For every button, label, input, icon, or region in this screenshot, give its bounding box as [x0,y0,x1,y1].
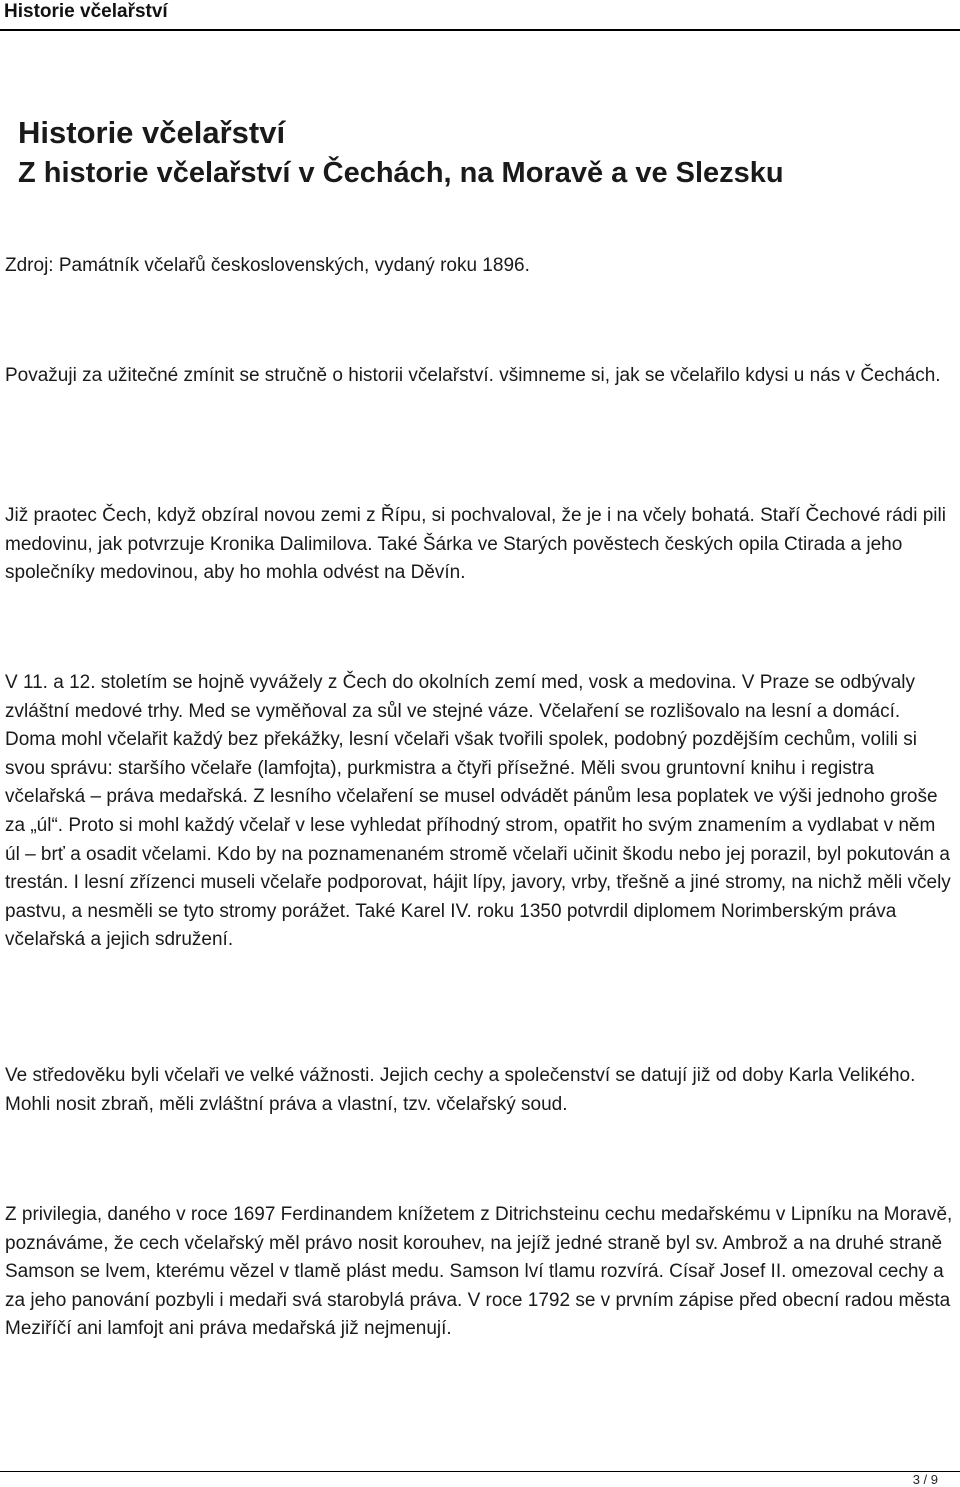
document-subtitle: Z historie včelařství v Čechách, na Moravě a ve Slezsku [18,157,784,189]
running-header-title: Historie včelařství [4,1,168,22]
footer-divider [0,1471,960,1472]
document-title: Historie včelařství [18,115,286,150]
page-number: 3 / 9 [912,1472,938,1487]
source-paragraph: Zdroj: Památník včelařů československých, vydaný roku 1896. [5,255,530,276]
intro-paragraph: Považuji za užitečné zmínit se stručně o historii včelařství. všimneme si, jak se včelařilo kdysi u nás v Čechách. [5,365,941,386]
header-divider [0,29,960,31]
praotec-cech-paragraph: Již praotec Čech, když obzíral novou zemi z Řípu, si pochvaloval, že je i na včely bohatá. Staří Čechové rádi pili medovinu, jak potvrzuje Kronika Dalimilova. Také Šárka ve Starých pověstech českých opila Ctirada a jeho společníky medovinou, aby ho mohla odvést na Děvín. [5,505,946,584]
privilege-paragraph: Z privilegia, daného v roce 1697 Ferdinandem knížetem z Ditrichsteinu cechu medařskému v Lipníku na Moravě, poznáváme, že cech včelařský měl právo nosit korouhev, na jejíž jedné straně byl sv. Ambrož a na druhé straně Samson se lvem, kterému vězel v tlamě plást medu. Samson lví tlamu rozvírá. Císař Josef II. omezoval cechy a za jeho panování pozbyli i medaři svá starobylá práva. V roce 1792 se v prvním zápise před obecní radou města Meziříčí ani lamfojt ani práva medařská již nejmenují. [5,1204,953,1340]
medieval-beekeepers-paragraph: Ve středověku byli včelaři ve velké vážnosti. Jejich cechy a společenství se datují již od doby Karla Velikého. Mohli nosit zbraň, měli zvláštní práva a vlastní, tzv. včelařský soud. [5,1065,916,1115]
middle-ages-trade-paragraph: V 11. a 12. stoletím se hojně vyvážely z Čech do okolních zemí med, vosk a medovina. V Praze se odbývaly zvláštní medové trhy. Med se vyměňoval za sůl ve stejné váze. Včelaření se rozlišovalo na lesní a domácí. Doma mohl včelařit každý bez překážky, lesní včelaři však tvořili spolek, podobný pozdějším cechům, volili si svou správu: staršího včelaře (lamfojta), purkmistra a čtyři přísežné. Měli svou gruntovní knihu i registra včelařská – práva medařská. Z lesního včelaření se musel odvádět pánům lesa poplatek ve výši jednoho groše za „úl“. Proto si mohl každý včelař v lese vyhledat příhodný strom, opatřit ho svým znamením a vydlabat v něm úl – brť a osadit včelami. Kdo by na poznamenaném stromě včelaři učinit škodu nebo jej porazil, byl pokutován a trestán. I lesní zřízenci museli včelaře podporovat, hájit lípy, javory, vrby, třešně a jiné stromy, na nichž měli včely pastvu, a nesměli se tyto stromy porážet. Také Karel IV. roku 1350 potvrdil diplomem Norimberským práva včelařská a jejich sdružení. [5,672,951,951]
